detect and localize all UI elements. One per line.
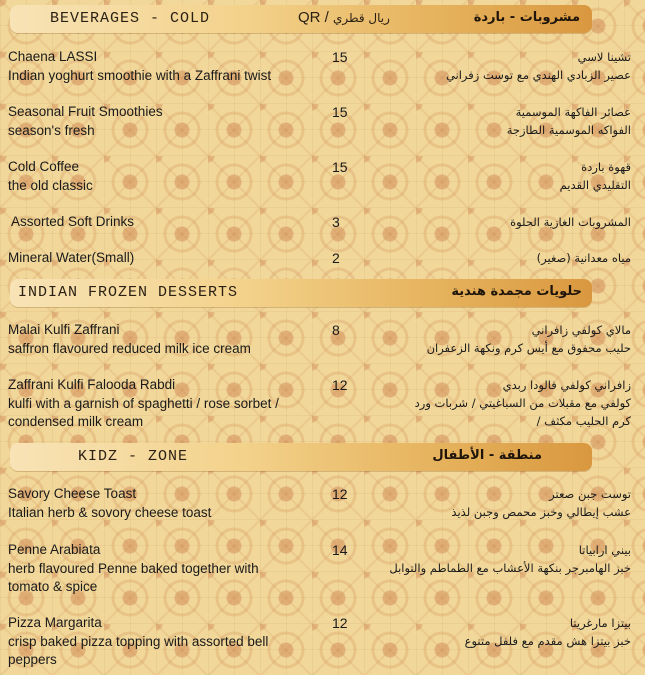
section-title-ar: حلويات مجمدة هندية (451, 284, 582, 299)
item-price: 3 (332, 214, 340, 230)
item-name-ar: مياه معدانية (صغير) (536, 251, 631, 265)
item-name-ar: زافراني كولفي فالودا ربدي (502, 378, 631, 392)
item-price: 15 (332, 104, 348, 120)
item-name-ar: مالاي كولفي زافراني (531, 323, 631, 337)
item-price: 14 (332, 542, 348, 558)
item-desc-ar: كولفي مع مقبلات من السباغيتي / شربات ورد (414, 396, 631, 410)
item-name: Zaffrani Kulfi Falooda Rabdi (8, 377, 176, 392)
item-name: Assorted Soft Drinks (8, 214, 135, 229)
item-desc-2-ar: كرم الحليب مكثف / (536, 414, 631, 428)
section-title-en: BEVERAGES - COLD (50, 10, 211, 27)
section-title-en: KIDZ - ZONE (78, 448, 189, 465)
section-header-indian-frozen-desserts (10, 279, 592, 307)
item-name: Malai Kulfi Zaffrani (8, 322, 120, 337)
item-desc: season's fresh (8, 122, 95, 138)
item-desc-2: peppers (8, 652, 57, 667)
item-name-ar: توست جبن صعتر (549, 487, 631, 501)
item-price: 2 (332, 250, 340, 266)
item-desc: crisp baked pizza topping with assorted bell (8, 633, 269, 649)
item-name-ar: بيتزا مارغريتا (569, 616, 631, 630)
item-name: Mineral Water(Small) (8, 250, 135, 265)
item-desc: kulfi with a garnish of spaghetti / rose sorbet / (8, 395, 279, 411)
item-desc: the old classic (8, 177, 93, 193)
item-desc-ar: الفواكه الموسمية الطازجة (506, 123, 631, 137)
item-desc-ar: خبز بيتزا هش مقدم مع فلفل متنوع (464, 634, 631, 648)
item-desc: herb flavoured Penne baked together with (8, 560, 259, 576)
item-name: Savory Cheese Toast (8, 486, 137, 501)
item-desc-ar: خبز الهامبرجر بنكهة الأعشاب مع الطماطم والتوابل (389, 561, 631, 575)
section-header-kidz-zone (10, 443, 592, 471)
item-desc-2: tomato & spice (8, 579, 98, 594)
item-name: Seasonal Fruit Smoothies (8, 104, 163, 119)
item-name-ar: عصائر الفاكهة الموسمية (515, 105, 631, 119)
item-desc-ar: عشب إيطالي وخبز محمص وجبن لذيذ (451, 505, 631, 519)
section-title-en: INDIAN FROZEN DESSERTS (18, 284, 239, 301)
item-name-ar: بيني ارابياتا (578, 543, 631, 557)
item-desc: Indian yoghurt smoothie with a Zaffrani twist (8, 67, 272, 83)
item-name: Cold Coffee (8, 159, 80, 174)
item-price: 15 (332, 49, 348, 65)
item-price: 12 (332, 486, 348, 502)
item-price: 12 (332, 615, 348, 631)
item-desc-ar: حليب محفوق مع أيس كرم ونكهة الزعفران (426, 341, 631, 355)
section-title-ar: منطقة - الأطفال (432, 448, 542, 463)
item-desc-2: condensed milk cream (8, 414, 144, 429)
item-desc: Italian herb & sovory cheese toast (8, 504, 212, 520)
section-header-beverages-cold (10, 5, 592, 33)
item-name-ar: تشينا لاسي (577, 50, 631, 64)
item-desc-ar: التقليدي القديم (559, 178, 631, 192)
item-price: 8 (332, 322, 340, 338)
item-name: Penne Arabiata (8, 542, 101, 557)
item-name-ar: المشروبات الغازية الحلوة (510, 215, 631, 229)
currency-label: QR / ريال قطري (298, 9, 390, 26)
item-name: Chaena LASSI (8, 49, 98, 64)
item-price: 12 (332, 377, 348, 393)
item-price: 15 (332, 159, 348, 175)
item-desc-ar: عصير الزبادي الهندي مع توست زفراني (445, 68, 631, 82)
item-name: Pizza Margarita (8, 615, 102, 630)
item-desc: saffron flavoured reduced milk ice cream (8, 340, 251, 356)
section-title-ar: مشروبات - باردة (473, 10, 580, 25)
item-name-ar: قهوة باردة (581, 160, 631, 174)
